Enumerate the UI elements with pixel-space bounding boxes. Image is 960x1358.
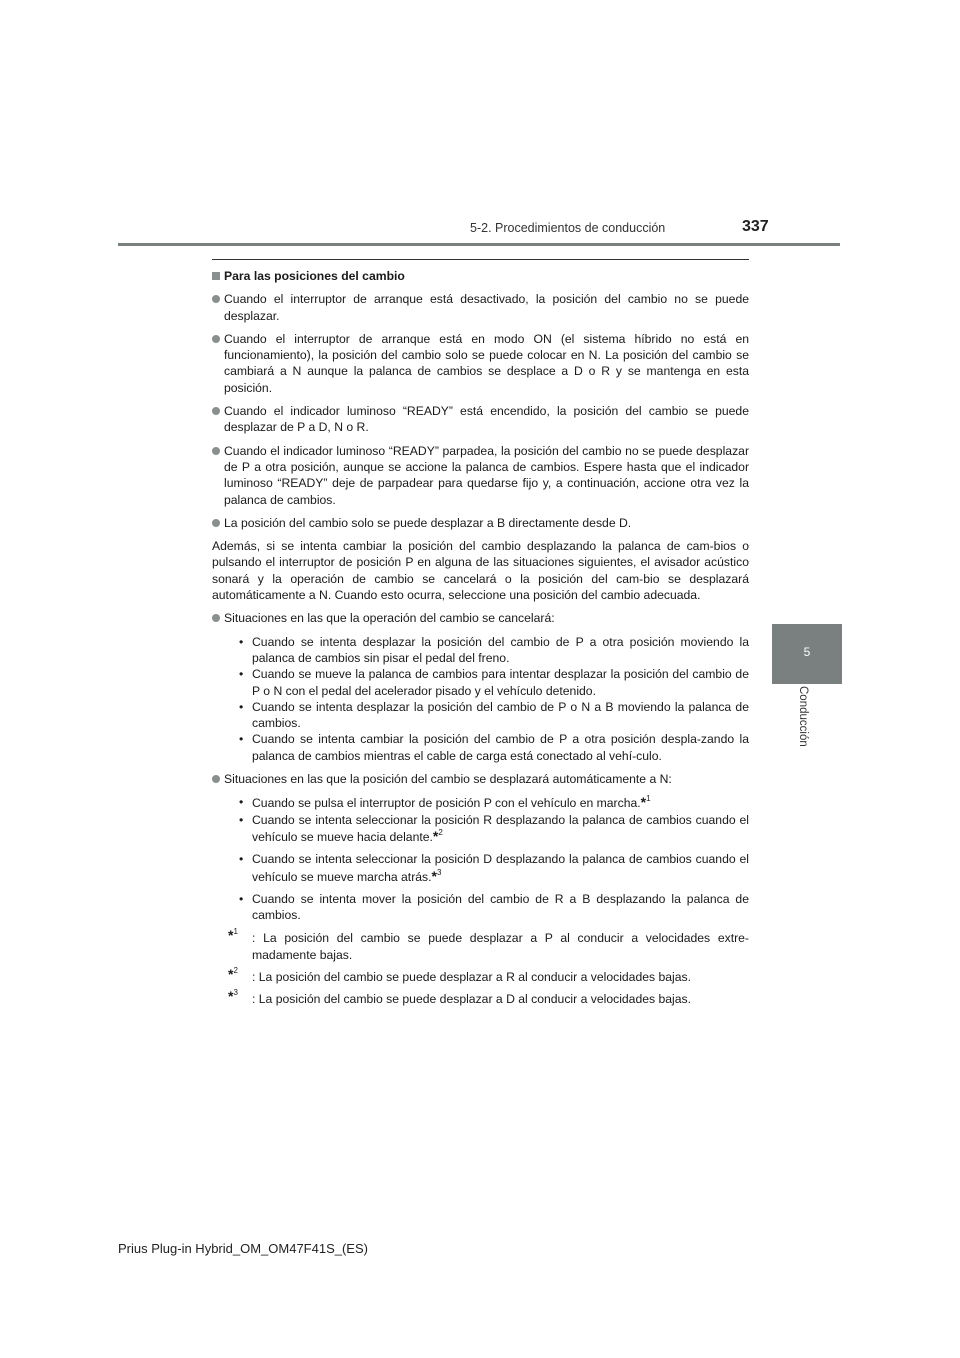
sub-item-text: Cuando se intenta cambiar la posición del cambio de P a otra posición despla-zando la palanca de cambios mientras el cable de carga está conectado al vehí-culo. [252,732,749,763]
chapter-tab [772,624,842,684]
footnote-marker [228,988,238,1005]
footnote-star: * [228,965,234,982]
list-item-text: Cuando el interruptor de arranque está desactivado, la posición del cambio no se puede desplazar. [224,292,749,323]
sub-list-item [212,891,749,924]
circle-bullet-icon [212,775,220,783]
footnote-ref: 3 [436,867,442,877]
footnote [212,927,749,963]
list-item [212,291,749,324]
footnote-ref: 1 [646,794,651,804]
footnote-ref: 2 [438,827,443,837]
sub-item-text: Cuando se intenta desplazar la posición del cambio de P a otra posición moviendo la palanca de cambios sin pisar el pedal del freno. [252,634,749,665]
list-item-text: Cuando el indicador luminoso “READY” está encendido, la posición del cambio se puede desplazar de P a D, N o R. [224,404,749,435]
footnote-text: : La posición del cambio se puede desplazar a P al conducir a velocidades extre-madamente bajas. [252,931,749,962]
footnote-marker [228,927,238,944]
sub-list-item [212,666,749,699]
header-rule [118,243,840,246]
cancel-situations-title [212,610,749,626]
heading-text: Para las posiciones del cambio [224,269,405,283]
sub-list-item [212,851,749,885]
chapter-number: 5 [803,645,811,659]
content-top-rule [212,259,749,260]
footnote-star: * [431,867,437,884]
list-item-text: Situaciones en las que la operación del cambio se cancelará: [224,611,555,626]
footnote-number: 1 [233,927,238,937]
document-footer: Prius Plug-in Hybrid_OM_OM47F41S_(ES) [118,1241,368,1256]
footnote-marker [228,966,238,983]
cancel-situations-list [212,634,749,764]
list-item-text: Situaciones en las que la posición del cambio se desplazará automáticamente a N: [224,772,672,787]
sub-item-text: Cuando se pulsa el interruptor de posición P con el vehículo en marcha. [252,796,641,811]
list-item-text: Cuando el interruptor de arranque está en modo ON (el sistema híbrido no está en funcionamiento), la posición del cambio solo se puede colocar en N. La posición del cambio se cambiará a N aunque la palanca de cambios se desplace a D o R y se mantenga en esta posición. [224,331,749,395]
body-paragraph: Además, si se intenta cambiar la posición del cambio desplazando la palanca de cam-bios o pulsando el interruptor de posición P en alguna de las situaciones siguientes, el avisador acústico sonará y la operación de cambio se cancelará o la posición del cam-bio se desplazará automáticamente a N. Cuando esto ocurra, seleccione una posición del cambio adecuada. [212,539,749,603]
circle-bullet-icon [212,447,220,455]
dash-marker: • [239,795,244,810]
sub-item-text: Cuando se intenta seleccionar la posición R desplazando la palanca de cambios cuando el vehículo se mueve hacia delante. [252,812,749,844]
sub-item-text: Cuando se intenta mover la posición del cambio de R a B desplazando la palanca de cambios. [252,891,749,923]
circle-bullet-icon [212,407,220,415]
footnote-text: : La posición del cambio se puede desplazar a R al conducir a velocidades bajas. [252,969,692,984]
sub-list-item [212,812,749,846]
section-title: 5-2. Procedimientos de conducción [470,221,666,235]
sub-item-text: Cuando se mueve la palanca de cambios para intentar desplazar la posición del cambio de P o N con el pedal del acelerador pisado y el vehículo detenido. [252,667,749,698]
chapter-side-label [797,686,817,766]
footnote-star: * [432,827,439,844]
circle-bullet-icon [212,614,220,622]
auto-situations-title [212,771,749,787]
auto-situations-list [212,794,749,923]
footnote [212,965,749,985]
sub-list-item [212,731,749,764]
sub-list-item [212,634,749,667]
sub-list-item [212,699,749,732]
footnote-star: * [228,927,234,944]
list-item [212,331,749,396]
dash-marker: • [239,732,244,747]
sub-list-item [212,794,749,811]
list-item [212,403,749,436]
sub-item-text: Cuando se intenta desplazar la posición del cambio de P o N a B moviendo la palanca de cambios. [252,699,749,731]
section-heading [212,268,749,284]
footnote-star: * [640,794,647,811]
list-item-text: Cuando el indicador luminoso “READY” parpadea, la posición del cambio no se puede desplazar de P a otra posición, aunque se accione la palanca de cambios. Espere hasta que el indicador luminoso “READY” deje de parpadear para quedarse fijo y, a continuación, accione otra vez la palanca de cambios. [224,443,749,507]
chapter-label: Conducción [797,686,809,747]
circle-bullet-icon [212,519,220,527]
list-item [212,515,749,531]
footnote-number: 3 [233,988,238,998]
dash-marker: • [239,891,244,906]
circle-bullet-icon [212,335,220,343]
dash-marker: • [239,812,244,827]
footnote-number: 2 [233,965,238,975]
content-body [212,268,749,1014]
list-item [212,443,749,508]
page-number: 337 [742,218,769,235]
list-item-text: La posición del cambio solo se puede desplazar a B directamente desde D. [224,515,632,530]
dash-marker: • [239,852,244,867]
dash-marker: • [239,699,244,714]
footnote-star: * [228,988,234,1005]
footnote [212,988,749,1007]
dash-marker: • [239,667,244,682]
footnote-text: : La posición del cambio se puede desplazar a D al conducir a velocidades bajas. [252,992,692,1007]
dash-marker: • [239,634,244,649]
sub-item-text: Cuando se intenta seleccionar la posición D desplazando la palanca de cambios cuando el vehículo se mueve marcha atrás. [252,852,749,884]
square-bullet-icon [212,272,220,280]
circle-bullet-icon [212,295,220,303]
